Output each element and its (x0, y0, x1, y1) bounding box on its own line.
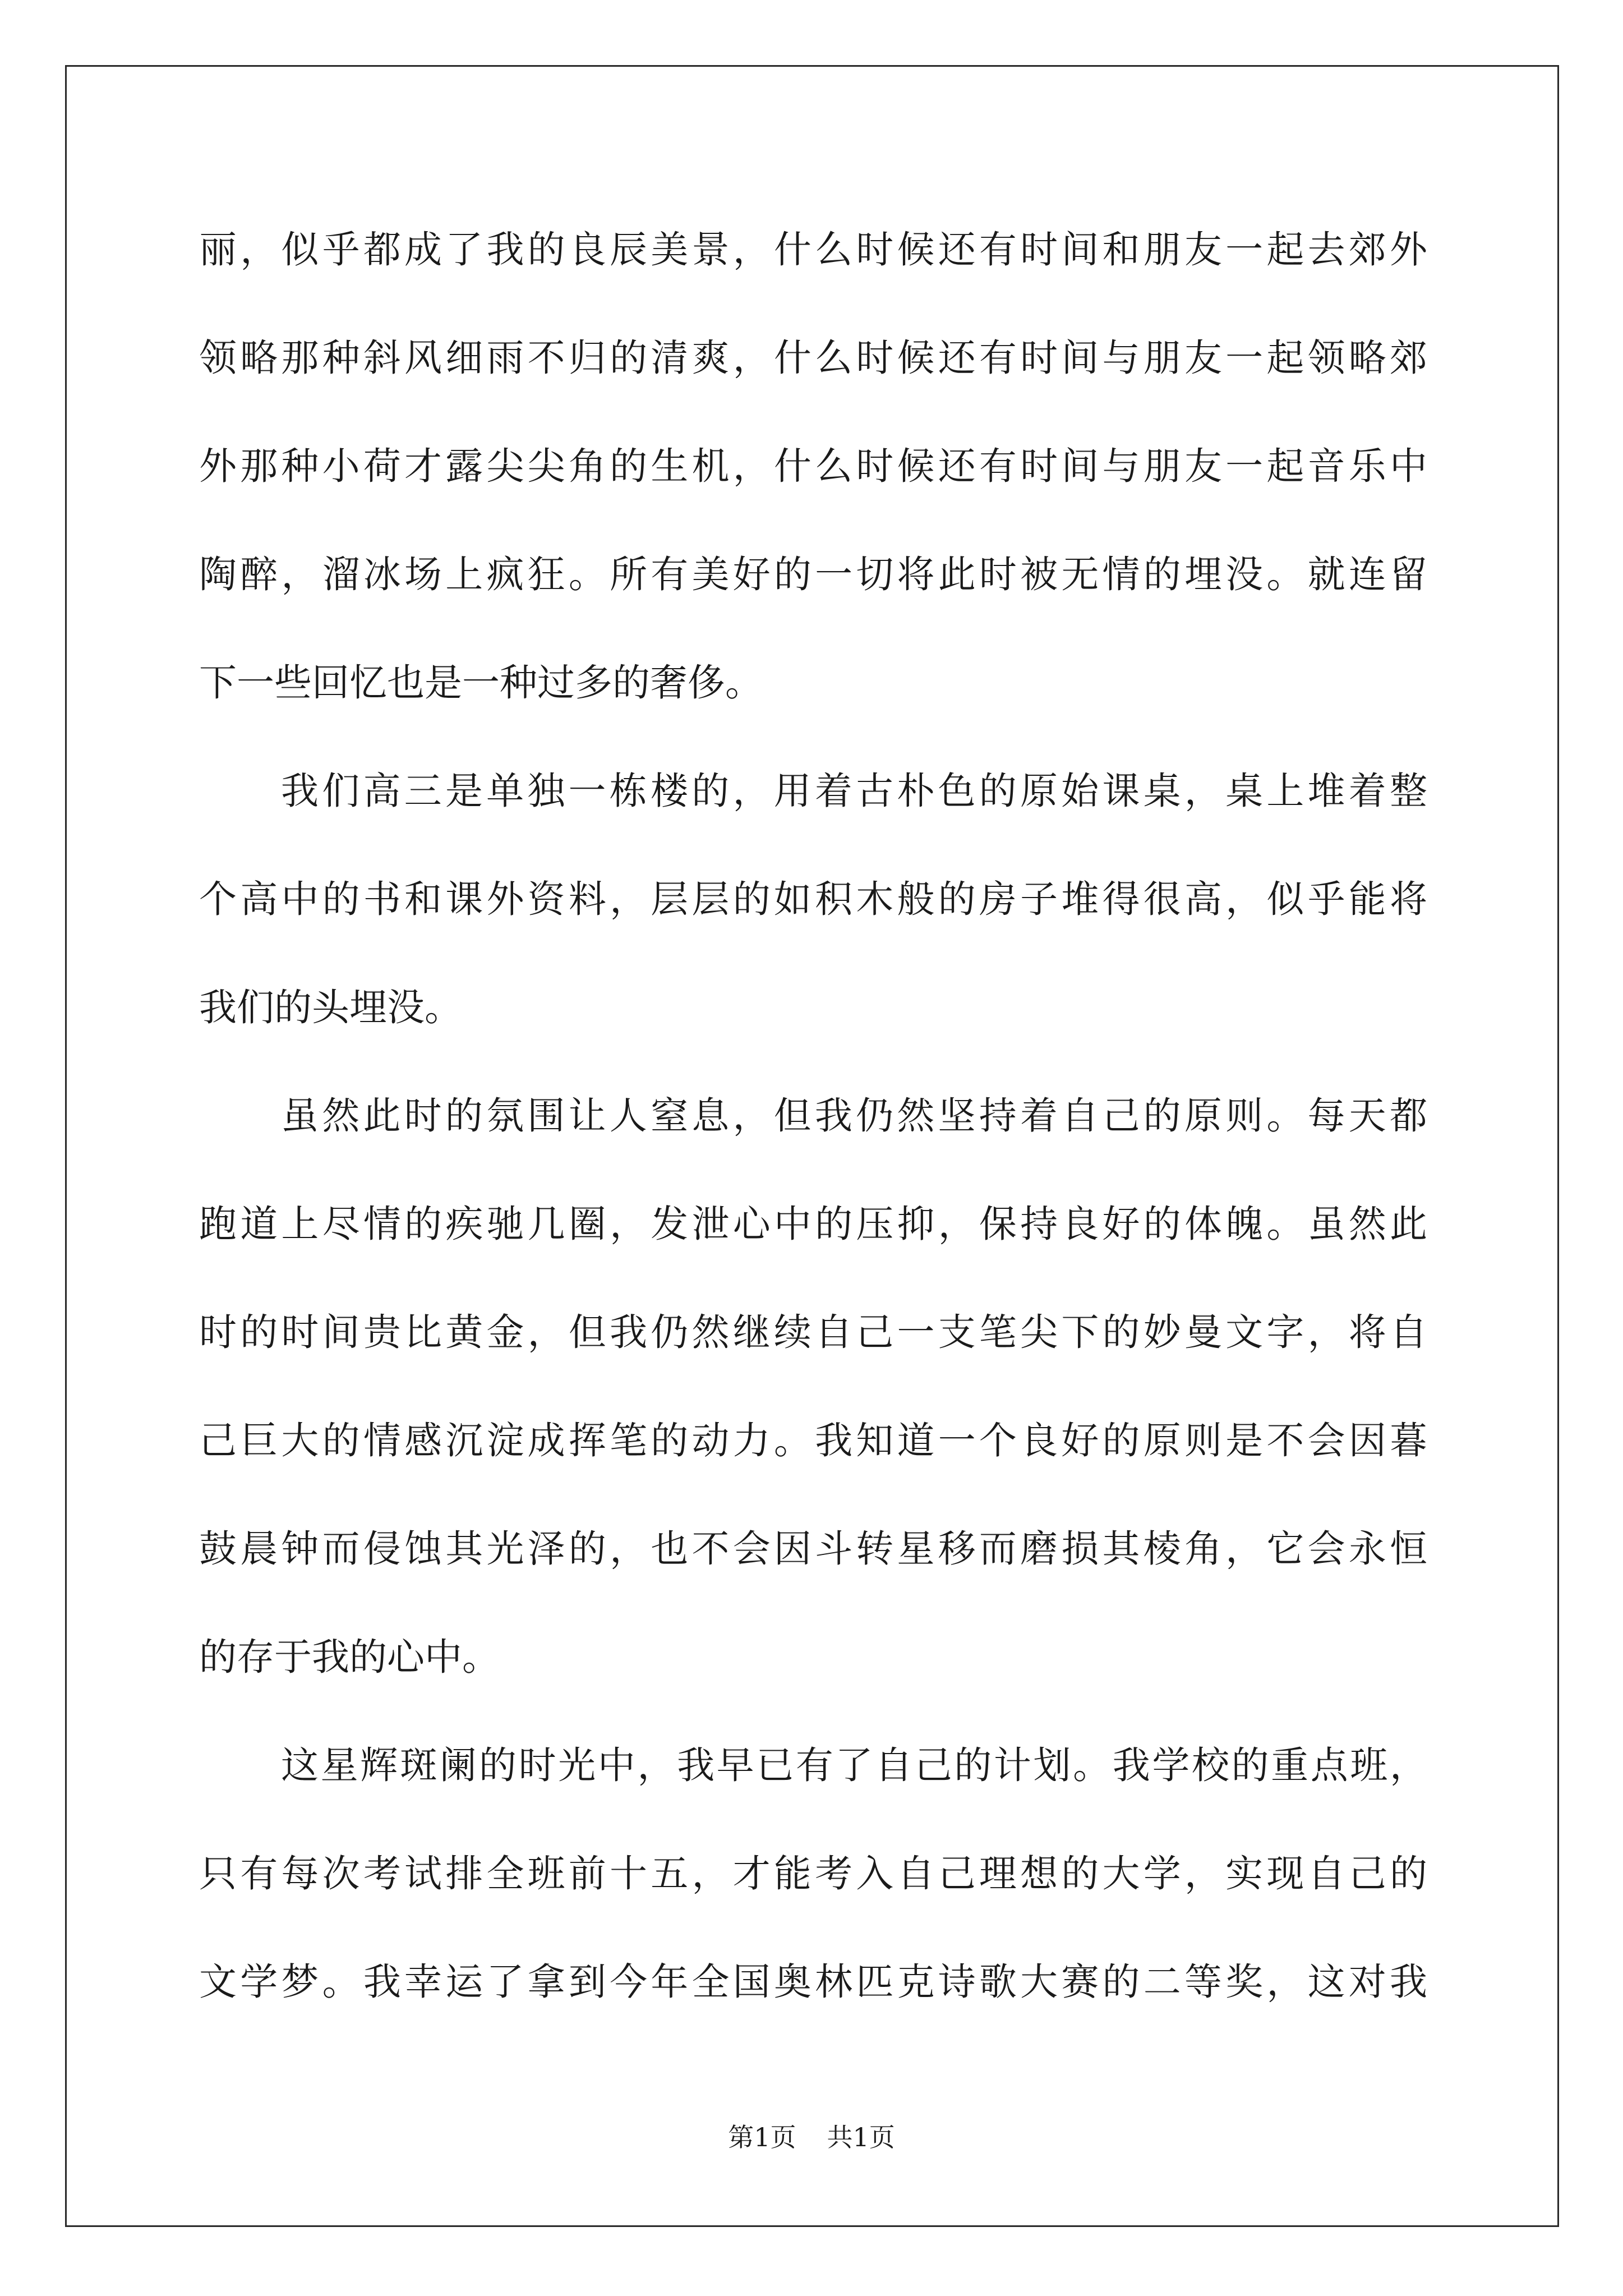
text-line: 领略那种斜风细雨不归的清爽，什么时候还有时间与朋友一起领略郊 (199, 336, 1427, 380)
paragraph-first-line: 这星辉斑阑的时光中，我早已有了自己的计划。我学校的重点班， (281, 1743, 1427, 1787)
text-line: 的存于我的心中。 (199, 1635, 500, 1679)
text-line: 己巨大的情感沉淀成挥笔的动力。我知道一个良好的原则是不会因暮 (199, 1419, 1427, 1462)
text-line: 文学梦。我幸运了拿到今年全国奥林匹克诗歌大赛的二等奖，这对我 (199, 1960, 1427, 2004)
text-line: 我们的头埋没。 (199, 986, 462, 1029)
text-line: 丽，似乎都成了我的良辰美景，什么时候还有时间和朋友一起去郊外 (199, 228, 1427, 272)
paragraph-first-line: 虽然此时的氛围让人窒息，但我仍然坚持着自己的原则。每天都 (281, 1094, 1427, 1138)
text-line: 时的时间贵比黄金，但我仍然继续自己一支笔尖下的妙曼文字，将自 (199, 1310, 1427, 1354)
page-number: 第1页 (728, 2122, 796, 2152)
paragraph-first-line: 我们高三是单独一栋楼的，用着古朴色的原始课桌，桌上堆着整 (281, 769, 1427, 813)
page-footer (0, 2120, 1623, 2154)
text-line: 陶醉，溜冰场上疯狂。所有美好的一切将此时被无情的埋没。就连留 (199, 553, 1427, 596)
text-line: 只有每次考试排全班前十五，才能考入自己理想的大学，实现自己的 (199, 1852, 1427, 1895)
page-total: 共1页 (827, 2122, 895, 2152)
text-line: 跑道上尽情的疾驰几圈，发泄心中的压抑，保持良好的体魄。虽然此 (199, 1202, 1427, 1246)
text-line: 外那种小荷才露尖尖角的生机，什么时候还有时间与朋友一起音乐中 (199, 444, 1427, 488)
document-body (199, 222, 1427, 2062)
text-line: 个高中的书和课外资料，层层的如积木般的房子堆得很高，似乎能将 (199, 877, 1427, 921)
text-line: 鼓晨钟而侵蚀其光泽的，也不会因斗转星移而磨损其棱角，它会永恒 (199, 1527, 1427, 1571)
text-line: 下一些回忆也是一种过多的奢侈。 (199, 661, 763, 705)
